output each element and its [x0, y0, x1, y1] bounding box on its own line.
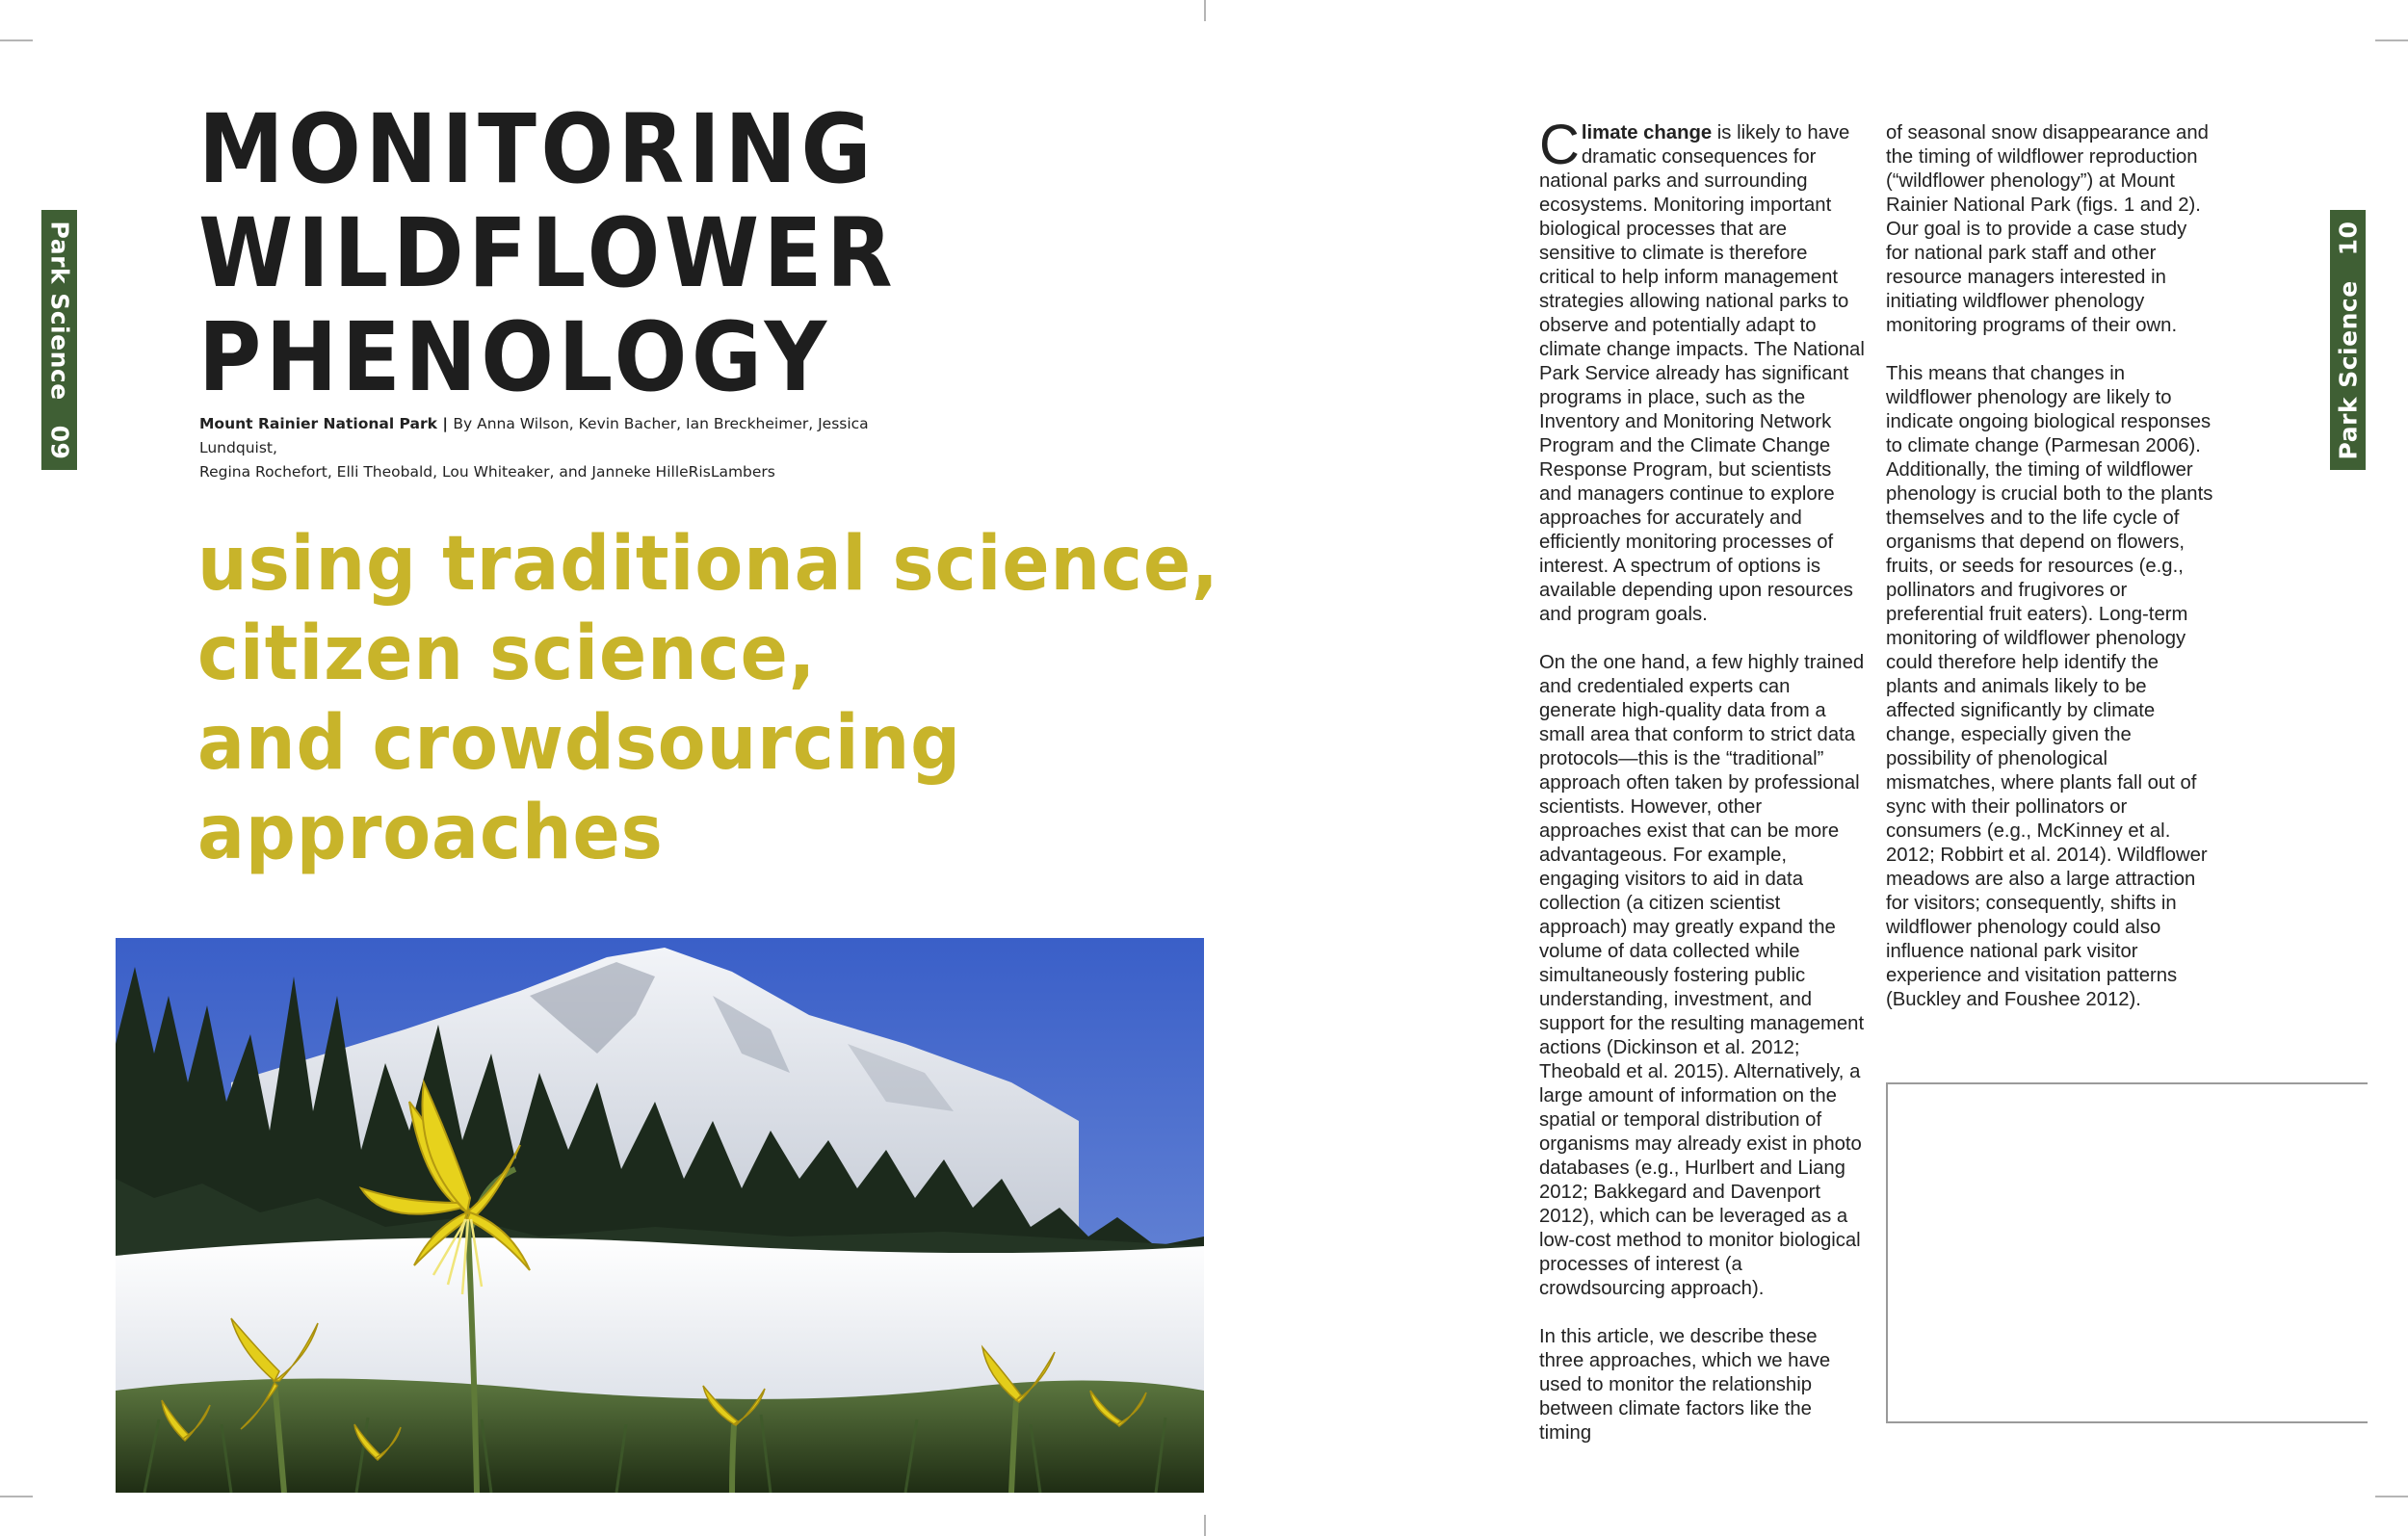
crop-mark-top-left [0, 39, 33, 41]
byline-authors-1: By Anna Wilson, Kevin Bacher, Ian Breckheimer, Jessica Lundquist, [199, 415, 869, 456]
right-page-number: 10 [2334, 221, 2362, 255]
body-paragraph: This means that changes in wildflower phenology are likely to indicate ongoing biological responses to climate change (Parmesan 2006). Additionally, the timing of wildflower phenology is crucial both to the plants themselves and to the life cycle of organisms that depend on flowers, fruits, or seeds for resources (e.g., pollinators and frugivores or preferential fruit eaters). Long-term monitoring of wildflower phenology could therefore help identify the plants and animals likely to be affected significantly by climate change, especially given the possibility of phenological mismatches, where plants fall out of sync with their pollinators or consumers (e.g., McKinney et al. 2012; Robbirt et al. 2014). Wildflower meadows are also a large attraction for visitors; consequently, shifts in wildflower phenology could also influence national park visitor experience and visitation patterns (Buckley and Foushee 2012). [1886, 363, 2213, 1010]
byline-park: Mount Rainier National Park [199, 415, 437, 432]
wildflower-meadow-photo [116, 938, 1204, 1493]
subtitle-line: using traditional science, [197, 521, 1219, 608]
body-paragraph: In this article, we describe these three approaches, which we have used to monitor the relationship between climate factors like the timing [1539, 1326, 1831, 1444]
article-title [198, 94, 898, 413]
lead-bold: limate change [1581, 122, 1713, 143]
body-paragraph: of seasonal snow disappearance and the timing of wildflower reproduction (“wildflower phenology”) at Mount Rainier National Park (figs. 1 and 2). Our goal is to provide a case study for national park staff and other resource managers interested in initiating wildflower phenology monitoring programs of their own. [1886, 122, 2209, 336]
article-subtitle [197, 520, 1219, 878]
right-tab-label: Park Science [2334, 279, 2362, 459]
left-page-number: 09 [45, 425, 73, 459]
left-tab-label: Park Science [45, 221, 73, 401]
right-page-tab [2330, 210, 2366, 470]
byline [199, 412, 951, 484]
crop-mark-bottom-left [0, 1496, 33, 1497]
byline-authors-2: Regina Rochefort, Elli Theobald, Lou Whiteaker, and Janneke HilleRisLambers [199, 463, 775, 481]
title-line: WILDFLOWER [198, 198, 898, 309]
drop-cap: C [1539, 114, 1580, 176]
body-paragraph [1539, 114, 1867, 627]
crop-mark-top-right [2375, 39, 2408, 41]
body-paragraph: On the one hand, a few highly trained and credentialed experts can generate high-quality data from a small area that conform to strict data protocols—this is the “traditional” approach often taken by professional scientists. However, other approaches exist that can be more advantageous. For example, engaging visitors to aid in data collection (a citizen scientist approach) may greatly expand the volume of data collected while simultaneously fostering public understanding, investment, and support for the resulting management actions (Dickinson et al. 2012; Theobald et al. 2015). Alternatively, a large amount of information on the spatial or temporal distribution of organisms may already exist in photo databases (e.g., Hurlbert and Liang 2012; Bakkegard and Davenport 2012), which can be leveraged as a low-cost method to monitor biological processes of interest (a crowdsourcing approach). [1539, 652, 1865, 1299]
photo-illustration [116, 938, 1204, 1493]
byline-separator: | [436, 415, 454, 432]
title-line: MONITORING [198, 94, 877, 205]
title-line: PHENOLOGY [198, 302, 831, 413]
crop-mark-bottom-center [1204, 1515, 1206, 1536]
figure-placeholder-frame [1886, 1082, 2368, 1423]
subtitle-line: citizen science, [197, 611, 817, 697]
crop-mark-bottom-right [2375, 1496, 2408, 1497]
left-page-tab [41, 210, 77, 470]
subtitle-line: approaches [197, 790, 664, 876]
paragraph-text: is likely to have dramatic consequences for national parks and surrounding ecosystems. Monitoring important biological processes that are sensitive to climate is therefore critical to help inform management strategies allowing national parks to observe and potentially adapt to climate change impacts. The National Park Service already has significant programs in place, such as the Inventory and Monitoring Network Program and the Climate Change Response Program, but scientists and managers continue to explore approaches for accurately and efficiently monitoring processes of interest. A spectrum of options is available depending upon resources and program goals. [1539, 122, 1865, 625]
subtitle-line: and crowdsourcing [197, 700, 961, 787]
body-column-1 [1539, 114, 1867, 1470]
body-column-2 [1886, 121, 2213, 1036]
crop-mark-top-center [1204, 0, 1206, 21]
